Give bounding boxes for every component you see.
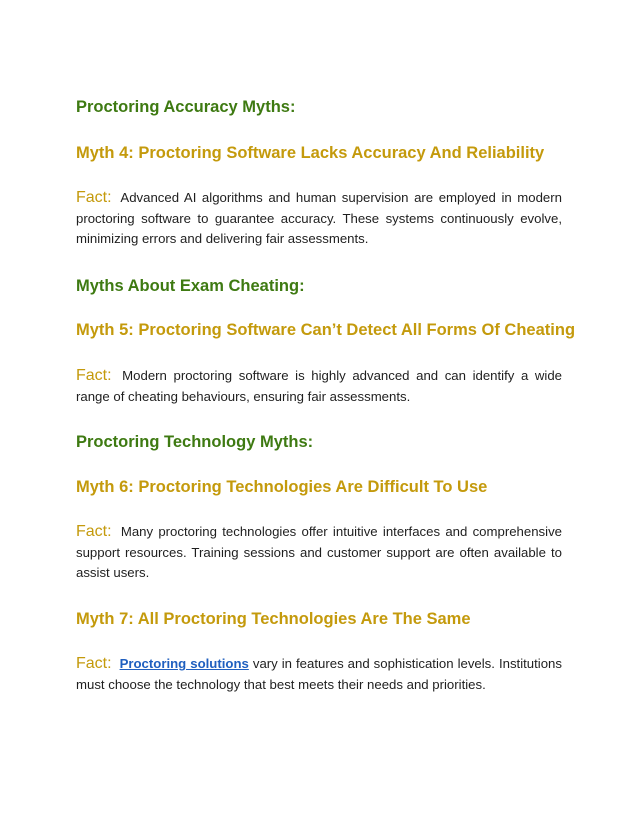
fact-label: Fact: [76,655,112,672]
proctoring-solutions-link[interactable]: Proctoring solutions [119,656,249,671]
fact-paragraph-myth-5 [76,366,562,407]
fact-label: Fact: [76,189,112,206]
section-heading-accuracy: Proctoring Accuracy Myths: [76,98,296,116]
myth-6-heading: Myth 6: Proctoring Technologies Are Difficult To Use [76,478,488,496]
myth-7-heading: Myth 7: All Proctoring Technologies Are The Same [76,610,471,628]
fact-paragraph-myth-6 [76,522,562,584]
fact-label: Fact: [76,367,112,384]
fact-text: vary in features and sophistication levels. Institutions must choose the technology that best meets their needs and priorities. [76,656,562,692]
fact-text: Modern proctoring software is highly advanced and can identify a wide range of cheating behaviours, ensuring fair assessments. [76,368,563,404]
myth-4-heading: Myth 4: Proctoring Software Lacks Accuracy And Reliability [76,144,545,162]
myth-5-heading: Myth 5: Proctoring Software Can’t Detect All Forms Of Cheating [76,321,576,339]
section-heading-cheating: Myths About Exam Cheating: [76,277,305,295]
fact-text: Many proctoring technologies offer intuitive interfaces and comprehensive support resources. Training sessions and customer support are often available to assist users. [76,524,562,580]
fact-paragraph-myth-4 [76,188,562,250]
fact-label: Fact: [76,523,112,540]
fact-paragraph-myth-7 [76,654,562,695]
fact-text: Advanced AI algorithms and human supervision are employed in modern proctoring software to guarantee accuracy. These systems continuously evolve, minimizing errors and delivering fair assessments. [76,190,562,246]
section-heading-technology: Proctoring Technology Myths: [76,433,314,451]
